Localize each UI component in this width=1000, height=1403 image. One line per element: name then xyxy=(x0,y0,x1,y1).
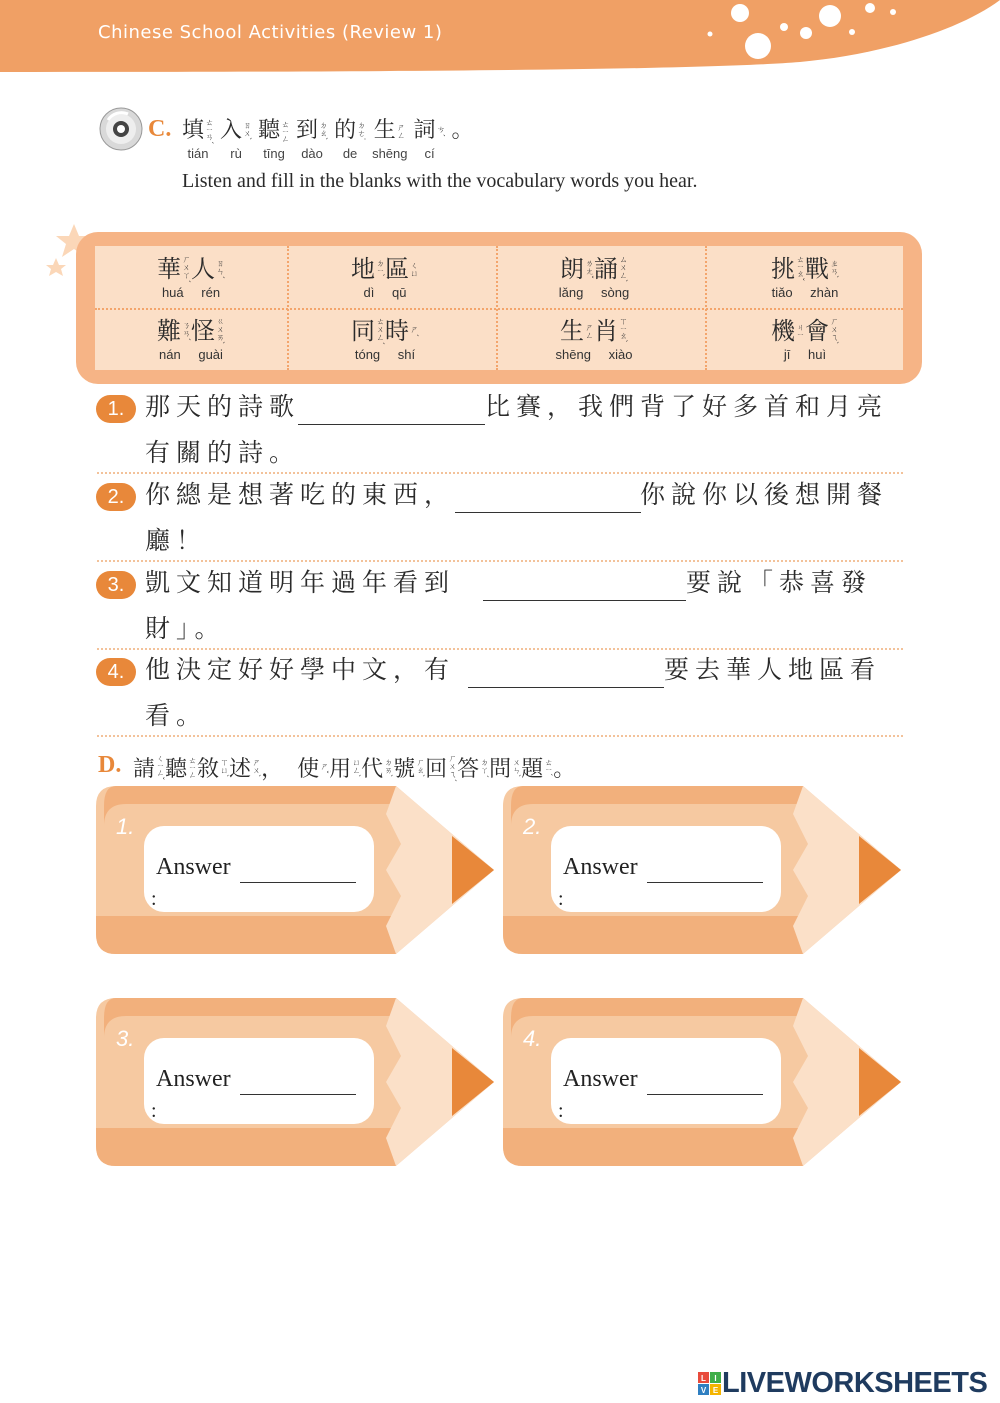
zhuyin: ㄍㄨㄞˋ xyxy=(216,316,225,345)
zhuyin: ㄋㄢˊ xyxy=(182,320,191,341)
zhuyin: ㄉㄜ˙ xyxy=(357,121,367,141)
zhuyin: ㄊㄨㄥˊ xyxy=(376,316,385,345)
hanzi: 聽 xyxy=(165,757,188,782)
answer-colon: : xyxy=(558,1100,564,1122)
zhuyin: ㄉㄚˊ xyxy=(480,757,490,778)
hanzi: 的 xyxy=(334,118,357,143)
vocab-item xyxy=(289,246,481,308)
answer-number: 3. xyxy=(116,1026,135,1051)
pinyin: cí xyxy=(424,146,435,161)
vocab-item xyxy=(707,308,903,370)
hanzi: 答 xyxy=(457,757,480,782)
zhuyin: ㄑㄩ xyxy=(410,260,419,277)
answer-label: Answer xyxy=(563,1066,638,1092)
pinyin: rù xyxy=(230,146,242,161)
zhuyin: ㄏㄨㄟˋ xyxy=(830,316,839,345)
pinyin: tián xyxy=(187,146,209,162)
zhuyin: ㄐㄧ xyxy=(796,323,805,338)
zhuyin: ㄓㄢˋ xyxy=(830,258,839,279)
hanzi: 代 xyxy=(361,757,384,782)
answer-colon: : xyxy=(151,1100,157,1122)
vocab-hanzi: 區 xyxy=(385,254,409,283)
vocab-hanzi: 地 xyxy=(351,254,375,283)
vocab-hanzi: 戰 xyxy=(805,254,829,283)
hanzi: 用 xyxy=(329,757,352,782)
zhuyin: ㄖㄣˊ xyxy=(216,258,225,279)
question-text-before: 凱文知道明年過年看到 xyxy=(145,568,456,597)
question-number: 2. xyxy=(96,483,136,511)
footer-brand: LIVEWORKSHEETS xyxy=(722,1367,988,1399)
vocab-hanzi: 時 xyxy=(385,316,409,345)
title-char xyxy=(258,118,290,161)
section-c-title xyxy=(182,118,474,161)
title-char xyxy=(414,118,446,161)
question-text-line2: 看。 xyxy=(145,701,208,730)
hanzi: 填 xyxy=(182,118,205,144)
title-char xyxy=(220,118,252,161)
zhuyin: ㄒㄩˋ xyxy=(220,757,230,778)
answer-label: Answer xyxy=(156,854,231,880)
section-c-subtitle: Listen and fill in the blanks with the vocabulary words you hear. xyxy=(182,170,698,192)
question-number: 4. xyxy=(96,658,136,686)
answer-label: Answer xyxy=(563,854,638,880)
hanzi: 入 xyxy=(220,118,243,143)
question-text-after: 比賽，我們背了好多首和月亮 xyxy=(485,392,889,421)
zhuyin: ㄕˊ xyxy=(410,324,419,337)
vocab-hanzi: 誦 xyxy=(594,254,618,283)
title-char xyxy=(334,118,366,161)
zhuyin: ㄩㄥˋ xyxy=(352,757,362,778)
question-text-before: 他決定好好學中文，有 xyxy=(145,655,456,684)
hanzi: 聽 xyxy=(258,118,281,143)
zhuyin: ㄒㄧㄠˋ xyxy=(619,317,628,344)
live-badge-icon xyxy=(698,1372,722,1396)
answer-colon: : xyxy=(558,888,564,910)
question-text-before: 那天的詩歌 xyxy=(145,392,301,421)
title-char xyxy=(182,118,214,161)
dotted-separator xyxy=(97,472,903,474)
zhuyin: ㄨㄣˋ xyxy=(512,757,522,778)
zhuyin: ㄉㄠˋ xyxy=(319,121,329,141)
zhuyin: ㄕㄨˋ xyxy=(252,757,262,778)
badge-letter: E xyxy=(712,1385,719,1395)
dotted-separator xyxy=(97,648,903,650)
vocab-pinyin: nán guài xyxy=(159,346,223,362)
vocab-item xyxy=(498,246,690,308)
vocab-item xyxy=(707,246,903,308)
answer-label: Answer xyxy=(156,1066,231,1092)
vocab-hanzi: 朗 xyxy=(560,254,584,283)
question-text-after: 要說「恭喜發 xyxy=(686,568,873,597)
answer-blank-input[interactable] xyxy=(483,572,686,601)
pinyin: de xyxy=(342,146,358,161)
pinyin: tīng xyxy=(263,146,285,161)
question-text-line2: 有關的詩。 xyxy=(145,438,301,467)
zhuyin: ㄙㄨㄥˋ xyxy=(619,254,628,283)
vocab-hanzi: 肖 xyxy=(594,316,618,345)
zhuyin: ㄊㄧㄥ xyxy=(188,756,198,779)
hanzi: 題 xyxy=(521,757,544,782)
vocab-hanzi: 生 xyxy=(560,316,584,345)
badge-letter: I xyxy=(714,1373,717,1383)
answer-blank-input[interactable] xyxy=(455,484,641,513)
answer-colon: : xyxy=(151,888,157,910)
zhuyin: ㄊㄧㄥ xyxy=(281,119,291,143)
zhuyin: ㄕㄥ xyxy=(396,123,406,139)
zhuyin: ㄕˇ xyxy=(320,761,330,774)
vocab-item xyxy=(95,246,287,308)
vocab-hanzi: 難 xyxy=(157,316,181,345)
question-text-line2: 廳！ xyxy=(145,526,208,555)
vocab-hanzi: 怪 xyxy=(191,316,215,345)
vocab-hanzi: 會 xyxy=(805,316,829,345)
vocab-hanzi: 華 xyxy=(157,254,181,283)
vocab-pinyin: tóng shí xyxy=(354,346,416,362)
vocab-pinyin: lǎng sòng xyxy=(558,284,630,300)
hanzi: 詞 xyxy=(413,118,436,143)
dotted-separator xyxy=(97,735,903,737)
badge-letter: L xyxy=(701,1373,706,1383)
vocab-item xyxy=(289,308,481,370)
zhuyin: ㄌㄤˇ xyxy=(585,258,594,279)
zhuyin: ㄏㄠˋ xyxy=(416,757,426,778)
zhuyin: ㄏㄨㄚˊ xyxy=(182,254,191,283)
vocab-item xyxy=(95,308,287,370)
vocab-hanzi: 人 xyxy=(191,254,215,283)
title-char xyxy=(296,118,328,161)
zhuyin: ㄊㄧˊ xyxy=(544,758,554,777)
title-char xyxy=(372,118,407,161)
zhuyin: ㄑㄧㄥˇ xyxy=(156,754,166,781)
hanzi: 請 xyxy=(133,757,156,782)
vocab-hanzi: 機 xyxy=(771,316,795,345)
zhuyin: ㄏㄨㄟˊ xyxy=(448,753,458,782)
answer-number: 1. xyxy=(116,814,135,839)
hanzi: 到 xyxy=(296,118,319,143)
hanzi: 使 xyxy=(297,757,320,782)
answer-blank-input[interactable] xyxy=(468,659,664,688)
dotted-separator xyxy=(97,560,903,562)
liveworksheets-logo xyxy=(698,1367,987,1400)
vocab-pinyin: dì qū xyxy=(363,284,407,300)
answer-input[interactable] xyxy=(240,1070,356,1095)
answer-blank-input[interactable] xyxy=(298,396,485,425)
section-c-letter: C. xyxy=(148,116,172,142)
hanzi: 述 xyxy=(229,757,252,782)
audio-cd-icon[interactable] xyxy=(98,106,144,152)
vocab-hanzi: 同 xyxy=(351,316,375,345)
answer-number: 2. xyxy=(523,814,542,839)
question-text-after: 你說你以後想開餐 xyxy=(640,480,889,509)
hanzi: 生 xyxy=(373,118,396,143)
question-text-line2: 財」。 xyxy=(145,614,226,643)
title-period: 。 xyxy=(451,118,474,143)
section-d-letter: D. xyxy=(98,752,122,778)
zhuyin: ㄊㄧㄢˊ xyxy=(205,118,215,145)
vocab-pinyin: shēng xiào xyxy=(555,346,633,362)
answer-input[interactable] xyxy=(647,858,763,883)
question-text-after: 要去華人地區看 xyxy=(664,655,882,684)
hanzi: 問 xyxy=(489,757,512,782)
answer-input[interactable] xyxy=(240,858,356,883)
badge-letter: V xyxy=(700,1385,707,1395)
zhuyin: ㄘˊ xyxy=(436,125,446,137)
vocab-hanzi: 挑 xyxy=(771,254,795,283)
answer-input[interactable] xyxy=(647,1070,763,1095)
vocab-item xyxy=(498,308,690,370)
zhuyin: ㄉㄧˋ xyxy=(376,259,385,278)
hanzi: ， xyxy=(261,757,284,782)
question-number: 1. xyxy=(96,395,136,423)
section-d-title xyxy=(133,752,575,783)
hanzi: 敘 xyxy=(197,757,220,782)
answer-number: 4. xyxy=(523,1026,542,1051)
hanzi: 號 xyxy=(393,757,416,782)
zhuyin: ㄊㄧㄠˇ xyxy=(796,255,805,282)
vocab-pinyin: huá rén xyxy=(161,284,221,300)
hanzi: 。 xyxy=(553,757,576,782)
header-title: Chinese School Activities (Review 1) xyxy=(98,22,443,43)
zhuyin: ㄉㄞˋ xyxy=(384,757,394,778)
vocab-pinyin: tiǎo zhàn xyxy=(771,284,839,300)
question-text-before: 你總是想著吃的東西， xyxy=(145,480,456,509)
zhuyin: ㄖㄨˋ xyxy=(243,121,253,141)
vocab-grid xyxy=(95,246,903,370)
vocab-pinyin: jī huì xyxy=(783,346,827,362)
zhuyin: ㄕㄥ xyxy=(585,322,594,339)
question-number: 3. xyxy=(96,571,136,599)
hanzi: 回 xyxy=(425,757,448,782)
pinyin: dào xyxy=(301,146,323,161)
pinyin: shēng xyxy=(372,146,408,161)
